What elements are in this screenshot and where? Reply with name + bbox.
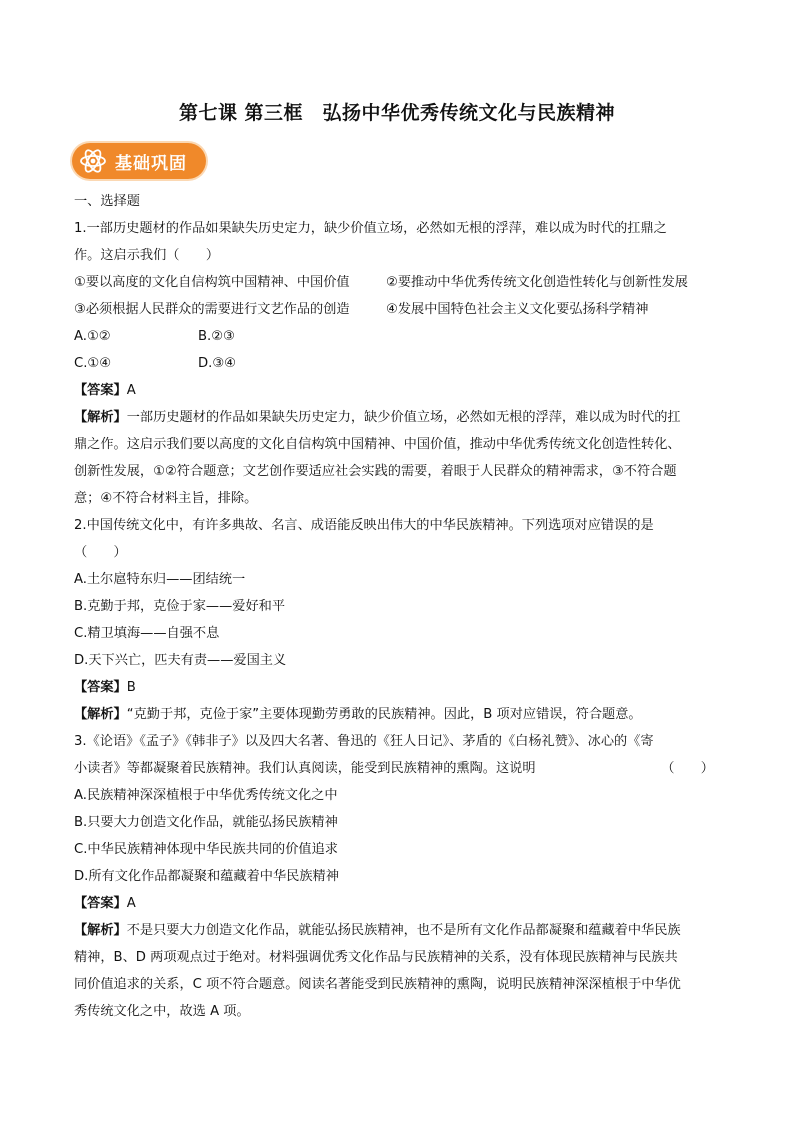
- q1-statement-3: ③必须根据人民群众的需要进行文艺作品的创造: [74, 302, 350, 317]
- section-heading: 一、选择题: [74, 194, 140, 209]
- q3-stem-text-2: 小读者》等都凝聚着民族精神。我们认真阅读，能受到民族精神的熏陶。这说明: [74, 761, 536, 776]
- q2-option-b[interactable]: B.克勤于邦，克俭于家——爱好和平: [74, 599, 286, 614]
- q1-options-row-2: [74, 350, 724, 377]
- q3-option-b[interactable]: B.只要大力创造文化作品，就能弘扬民族精神: [74, 815, 338, 830]
- q2-analysis-line-1: [74, 701, 724, 728]
- q3-analysis-line-2: 精神，B、D 两项观点过于绝对。材料强调优秀文化作品与民族精神的关系，没有体现民族精神与民族共: [74, 950, 678, 965]
- q1-analysis-line-2: 鼎之作。这启示我们要以高度的文化自信构筑中国精神、中国价值，推动中华优秀传统文化创造性转化、: [74, 437, 681, 452]
- page-title: 第七课 第三框 弘扬中华优秀传统文化与民族精神: [178, 102, 616, 124]
- q3-analysis-text-1: 不是只要大力创造文化作品，就能弘扬民族精神，也不是所有文化作品都凝聚和蕴藏着中华民族: [126, 923, 681, 938]
- q3-stem-line-1: 3.《论语》《孟子》《韩非子》以及四大名著、鲁迅的《狂人日记》、茅盾的《白杨礼赞》、冰心的《寄: [74, 734, 654, 749]
- q2-answer-value: B: [126, 680, 136, 695]
- q3-option-d[interactable]: D.所有文化作品都凝聚和蕴藏着中华民族精神: [74, 869, 339, 884]
- q3-stem-paren: （ ）: [661, 761, 714, 776]
- q3-answer: [74, 890, 724, 917]
- q1-statement-2: ②要推动中华优秀传统文化创造性转化与创新性发展: [386, 275, 688, 290]
- q1-statement-1: ①要以高度的文化自信构筑中国精神、中国价值: [74, 275, 350, 290]
- q2-analysis-text-1: “克勤于邦，克俭于家”主要体现勤劳勇敢的民族精神。因此，B 项对应错误，符合题意。: [126, 707, 642, 722]
- q1-answer-label: 【答案】: [74, 383, 127, 398]
- q1-answer: [74, 377, 724, 404]
- q1-options-row-1: [74, 323, 724, 350]
- q3-answer-value: A: [126, 896, 136, 911]
- q2-answer-label: 【答案】: [74, 680, 127, 695]
- q1-analysis-line-1: [74, 404, 724, 431]
- q3-answer-label: 【答案】: [74, 896, 127, 911]
- q1-statements-row-2: [74, 296, 724, 323]
- q2-option-c[interactable]: C.精卫填海——自强不息: [74, 626, 220, 641]
- q1-option-c[interactable]: C.①④: [74, 356, 112, 371]
- q1-option-d[interactable]: D.③④: [198, 356, 236, 371]
- q1-analysis-line-3: 创新性发展，①②符合题意；文艺创作要适应社会实践的需要，着眼于人民群众的精神需求，③不符合题: [74, 464, 677, 479]
- q1-option-b[interactable]: B.②③: [198, 329, 235, 344]
- atom-icon: [75, 143, 111, 179]
- q1-analysis-line-4: 意；④不符合材料主旨，排除。: [74, 491, 258, 506]
- q2-stem-line-2: （ ）: [74, 545, 127, 560]
- question-content: [74, 188, 724, 1025]
- q1-answer-value: A: [126, 383, 136, 398]
- q1-option-a[interactable]: A.①②: [74, 329, 111, 344]
- q3-analysis-line-1: [74, 917, 724, 944]
- q2-option-d[interactable]: D.天下兴亡，匹夫有责——爱国主义: [74, 653, 287, 668]
- q3-analysis-line-3: 同价值追求的关系，C 项不符合题意。阅读名著能受到民族精神的熏陶，说明民族精神深深植根于中华优: [74, 977, 681, 992]
- q1-analysis-text-1: 一部历史题材的作品如果缺失历史定力，缺少价值立场，必然如无根的浮萍，难以成为时代的扛: [126, 410, 681, 425]
- q3-option-c[interactable]: C.中华民族精神体现中华民族共同的价值追求: [74, 842, 338, 857]
- q3-stem-line-2: [74, 755, 724, 782]
- q3-analysis-line-4: 秀传统文化之中，故选 A 项。: [74, 1004, 250, 1019]
- q1-statements-row-1: [74, 269, 724, 296]
- q1-stem-line-2: 作。这启示我们（ ）: [74, 248, 220, 263]
- badge-label: 基础巩固: [115, 153, 187, 174]
- q2-stem-line-1: 2.中国传统文化中，有许多典故、名言、成语能反映出伟大的中华民族精神。下列选项对应错误的是: [74, 518, 654, 533]
- section-badge: [72, 143, 206, 179]
- q1-statement-4: ④发展中国特色社会主义文化要弘扬科学精神: [386, 302, 649, 317]
- q2-analysis-label: 【解析】: [74, 707, 127, 722]
- q3-analysis-label: 【解析】: [74, 923, 127, 938]
- q2-answer: [74, 674, 724, 701]
- q1-analysis-label: 【解析】: [74, 410, 127, 425]
- q2-option-a[interactable]: A.土尔扈特东归——团结统一: [74, 572, 246, 587]
- q1-stem-line-1: 1.一部历史题材的作品如果缺失历史定力，缺少价值立场，必然如无根的浮萍，难以成为时代的扛鼎之: [74, 221, 667, 236]
- q3-option-a[interactable]: A.民族精神深深植根于中华优秀传统文化之中: [74, 788, 338, 803]
